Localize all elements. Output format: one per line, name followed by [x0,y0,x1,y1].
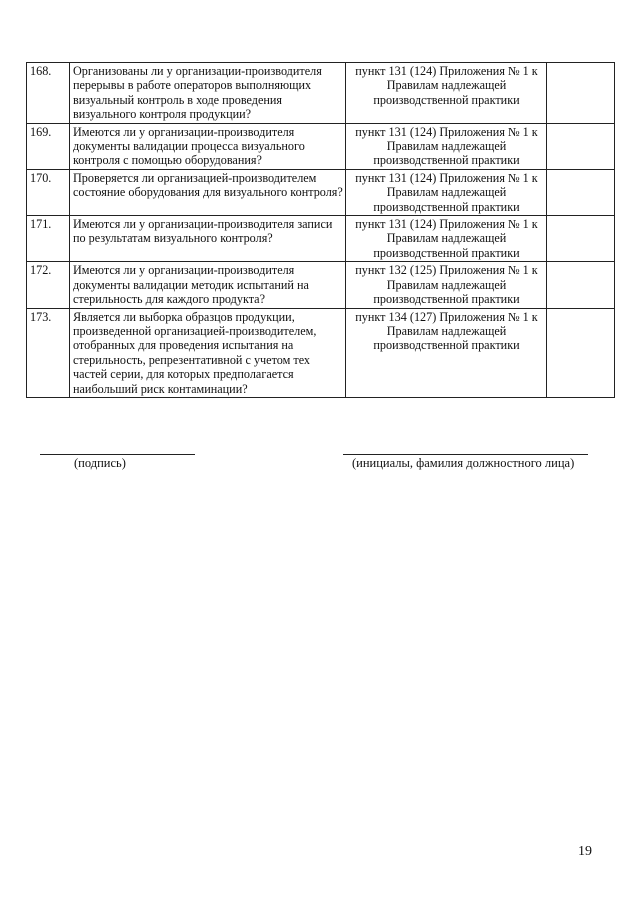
row-number: 173. [27,308,70,397]
row-empty-cell [547,216,615,262]
row-question: Имеются ли у организации-производителя документы валидации процесса визуального контроля с помощью оборудования? [70,123,346,169]
row-number: 171. [27,216,70,262]
row-reference: пункт 131 (124) Приложения № 1 к Правилам надлежащей производственной практики [346,63,547,124]
row-number: 172. [27,262,70,308]
signature-label: (подпись) [74,456,126,470]
row-reference: пункт 132 (125) Приложения № 1 к Правилам надлежащей производственной практики [346,262,547,308]
row-reference: пункт 131 (124) Приложения № 1 к Правилам надлежащей производственной практики [346,169,547,215]
row-empty-cell [547,123,615,169]
table-row [27,63,615,124]
row-number: 169. [27,123,70,169]
row-empty-cell [547,169,615,215]
signature-line [40,454,195,455]
table-row [27,123,615,169]
row-empty-cell [547,63,615,124]
page-number: 19 [578,844,592,859]
row-question: Является ли выборка образцов продукции, произведенной организацией-производителем, отобранных для проведения испытания на стерильность, репрезентативной с учетом тех частей серии, для которых предполагается наибольший риск контаминации? [70,308,346,397]
row-question: Организованы ли у организации-производителя перерывы в работе операторов выполняющих визуальный контроль в ходе проведения визуального контроля продукции? [70,63,346,124]
row-question: Имеются ли у организации-производителя документы валидации методик испытаний на стерильность для каждого продукта? [70,262,346,308]
row-reference: пункт 134 (127) Приложения № 1 к Правилам надлежащей производственной практики [346,308,547,397]
table-row [27,308,615,397]
table-row [27,169,615,215]
row-question: Имеются ли у организации-производителя записи по результатам визуального контроля? [70,216,346,262]
row-number: 168. [27,63,70,124]
row-reference: пункт 131 (124) Приложения № 1 к Правилам надлежащей производственной практики [346,123,547,169]
official-name-line [343,454,588,455]
row-empty-cell [547,308,615,397]
checklist-table [26,62,615,398]
row-reference: пункт 131 (124) Приложения № 1 к Правилам надлежащей производственной практики [346,216,547,262]
row-number: 170. [27,169,70,215]
table-row [27,262,615,308]
row-empty-cell [547,262,615,308]
table-row [27,216,615,262]
row-question: Проверяется ли организацией-производителем состояние оборудования для визуального контроля? [70,169,346,215]
official-name-label: (инициалы, фамилия должностного лица) [352,456,575,470]
